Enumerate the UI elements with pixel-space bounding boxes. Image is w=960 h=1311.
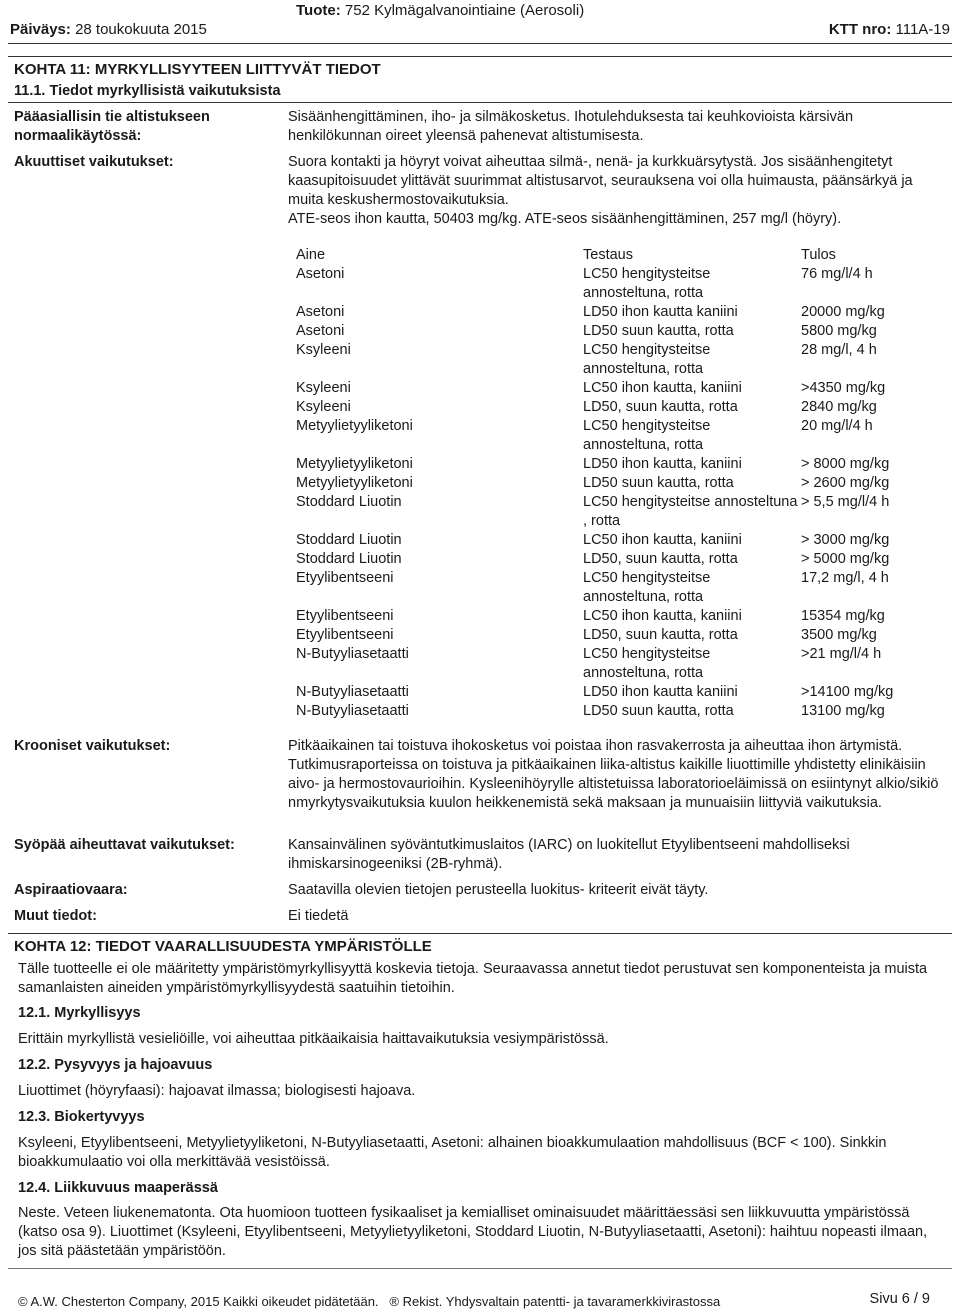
cell-substance: Metyylietyyliketoni [296, 456, 413, 472]
cell-test: LD50, suun kautta, rotta [583, 551, 738, 567]
cell-test: LC50 ihon kautta, kaniini [583, 532, 742, 548]
routes-label: Pääasiallisin tie altistukseen normaalikäytössä: [14, 109, 210, 144]
section12-1-title: 12.1. Myrkyllisyys [18, 1005, 141, 1021]
cell-test: LC50 ihon kautta, kaniini [583, 608, 742, 624]
cell-result: 76 mg/l/4 h [801, 266, 873, 282]
col-header-result: Tulos [801, 247, 836, 263]
section12-3-title: 12.3. Biokertyvyys [18, 1109, 145, 1125]
cell-test: LD50 ihon kautta, kaniini [583, 456, 742, 472]
table-row [296, 398, 931, 417]
cell-result: 28 mg/l, 4 h [801, 342, 877, 358]
cancer-text: Kansainvälinen syöväntutkimuslaitos (IARC) on luokitellut Etyylibentseeni mahdolliseksi ihmiskarsinogeeniksi (2B-ryhmä). [288, 837, 850, 872]
cell-substance: Ksyleeni [296, 399, 351, 415]
acute-text [288, 153, 948, 229]
cell-substance: Metyylietyyliketoni [296, 418, 413, 434]
cell-substance: Asetoni [296, 304, 345, 320]
cell-result: > 5,5 mg/l/4 h [801, 494, 890, 510]
cell-test: LC50 hengitysteitse annosteltuna , rotta [583, 494, 798, 529]
cell-substance: Ksyleeni [296, 342, 351, 358]
other-label: Muut tiedot: [14, 908, 97, 924]
cell-substance: Stoddard Liuotin [296, 551, 402, 567]
toxicity-table [296, 246, 931, 721]
section12-4-title: 12.4. Liikkuvuus maaperässä [18, 1180, 218, 1196]
section12-title: KOHTA 12: TIEDOT VAARALLISUUDESTA YMPÄRISTÖLLE [14, 938, 432, 955]
cell-result: > 3000 mg/kg [801, 532, 890, 548]
page-header [10, 1, 950, 38]
cell-result: > 5000 mg/kg [801, 551, 890, 567]
page-number: Sivu 6 / 9 [869, 1291, 930, 1307]
aspiration-label: Aspiraatiovaara: [14, 882, 128, 898]
acute-label: Akuuttiset vaikutukset: [14, 154, 174, 170]
cell-result: 5800 mg/kg [801, 323, 877, 339]
section12-intro: Tälle tuotteelle ei ole määritetty ympäristömyrkyllisyyttä koskevia tietoja. Seuraavassa annetut tiedot perustuvat sen komponenteista ja muista samanlaisten aineiden ympäristömyrkyllisyydestä saatuihin tietoihin. [18, 961, 928, 996]
acute-text-1: Suora kontakti ja höyryt voivat aiheuttaa silmä-, nenä- ja kurkkuärsytystä. Jos sisäänhengitetyt kaasupitoisuudet ylittävät suurimmat altistusarvot, seurauksena voi olla huimausta, päänsärkyä ja muita keskushermostovaikutuksia. [288, 154, 913, 208]
table-row [296, 379, 931, 398]
col-header-test: Testaus [583, 247, 633, 263]
section12-4-text: Neste. Veteen liukenematonta. Ota huomioon tuotteen fysikaaliset ja kemialliset ominaisuudet määrittäessäsi sen liikkuvuutta ympäristössä (katso osa 9). Liuottimet (Ksyleeni, Etyylibentseeni, Metyylietyyliketoni, Stoddard Liuotin, N-Butyyliasetaatti, Asetoni): haihtuu nopeasti ilmaan, jos sitä päästetään ympäristöön. [18, 1205, 928, 1259]
cell-result: 20000 mg/kg [801, 304, 885, 320]
date-label: Päiväys: [10, 21, 71, 38]
table-row [296, 607, 931, 626]
section12-2-title: 12.2. Pysyvyys ja hajoavuus [18, 1057, 213, 1073]
col-header-substance: Aine [296, 247, 326, 263]
cell-test: LD50 suun kautta, rotta [583, 323, 734, 339]
chronic-label: Krooniset vaikutukset: [14, 738, 171, 754]
cell-test: LD50 suun kautta, rotta [583, 703, 734, 719]
acute-text-2: ATE-seos ihon kautta, 50403 mg/kg. ATE-seos sisäänhengittäminen, 257 mg/l (höyry). [288, 211, 842, 227]
page-footer [18, 1292, 930, 1311]
cell-substance: Etyylibentseeni [296, 570, 394, 586]
cell-result: 2840 mg/kg [801, 399, 877, 415]
cell-result: > 8000 mg/kg [801, 456, 890, 472]
cell-test: LC50 hengitysteitse annosteltuna, rotta [583, 646, 711, 681]
cell-substance: Stoddard Liuotin [296, 494, 402, 510]
header-divider [8, 43, 952, 44]
cell-substance: Stoddard Liuotin [296, 532, 402, 548]
product-label: Tuote: [296, 2, 341, 19]
table-row [296, 702, 931, 721]
cell-result: > 2600 mg/kg [801, 475, 890, 491]
cell-test: LC50 hengitysteitse annosteltuna, rotta [583, 342, 711, 377]
table-row [296, 303, 931, 322]
other-text: Ei tiedetä [288, 908, 349, 924]
cell-result: >4350 mg/kg [801, 380, 886, 396]
table-row [296, 569, 931, 607]
aspiration-text: Saatavilla olevien tietojen perusteella luokitus- kriteerit eivät täyty. [288, 882, 709, 898]
cell-substance: Asetoni [296, 323, 345, 339]
table-row [296, 645, 931, 683]
table-header-row [296, 246, 931, 265]
product-line [296, 1, 584, 20]
section12-2-text: Liuottimet (höyryfaasi): hajoavat ilmassa; biologisesti hajoava. [18, 1083, 416, 1099]
cancer-label: Syöpää aiheuttavat vaikutukset: [14, 837, 235, 853]
ktt-label: KTT nro: [828, 21, 892, 38]
cell-test: LC50 hengitysteitse annosteltuna, rotta [583, 570, 711, 605]
cell-result: 17,2 mg/l, 4 h [801, 570, 889, 586]
cell-result: 15354 mg/kg [801, 608, 885, 624]
ktt-line [829, 20, 950, 39]
table-row [296, 550, 931, 569]
section11-subtitle: 11.1. Tiedot myrkyllisistä vaikutuksista [14, 83, 281, 99]
cell-test: LD50, suun kautta, rotta [583, 627, 738, 643]
cell-test: LC50 ihon kautta, kaniini [583, 380, 742, 396]
cell-substance: Metyylietyyliketoni [296, 475, 413, 491]
cell-result: 20 mg/l/4 h [801, 418, 873, 434]
cell-test: LD50, suun kautta, rotta [583, 399, 738, 415]
cell-substance: N-Butyyliasetaatti [296, 646, 409, 662]
section12-1-text: Erittäin myrkyllistä vesieliöille, voi aiheuttaa pitkäaikaisia haittavaikutuksia vesiympäristössä. [18, 1031, 609, 1047]
cell-substance: N-Butyyliasetaatti [296, 684, 409, 700]
table-row [296, 341, 931, 379]
product-name: 752 Kylmägalvanointiaine (Aerosoli) [344, 2, 585, 19]
routes-text: Sisäänhengittäminen, iho- ja silmäkosketus. Ihotulehduksesta tai keuhkovioista kärsivän henkilökunnan oireet yleensä pahenevat altistumisesta. [288, 109, 854, 144]
section12-top-rule [8, 933, 952, 934]
table-row [296, 474, 931, 493]
cell-substance: Ksyleeni [296, 380, 351, 396]
cell-substance: Etyylibentseeni [296, 627, 394, 643]
cell-substance: Asetoni [296, 266, 345, 282]
cell-result: 3500 mg/kg [801, 627, 877, 643]
section11-title: KOHTA 11: MYRKYLLISYYTEEN LIITTYVÄT TIEDOT [14, 61, 381, 78]
table-row [296, 417, 931, 455]
footer-trademark: ® Rekist. Yhdysvaltain patentti- ja tavaramerkkivirastossa [389, 1294, 721, 1309]
date-line [10, 20, 207, 39]
table-row [296, 683, 931, 702]
ktt-value: 111A-19 [895, 21, 950, 38]
cell-result: >21 mg/l/4 h [801, 646, 882, 662]
section11-top-rule [8, 56, 952, 57]
table-row [296, 455, 931, 474]
cell-test: LD50 ihon kautta kaniini [583, 684, 738, 700]
cell-test: LD50 ihon kautta kaniini [583, 304, 738, 320]
cell-test: LD50 suun kautta, rotta [583, 475, 734, 491]
cell-test: LC50 hengitysteitse annosteltuna, rotta [583, 266, 711, 301]
footer-copyright: © A.W. Chesterton Company, 2015 Kaikki oikeudet pidätetään. [18, 1294, 379, 1309]
footer-divider [8, 1268, 952, 1269]
cell-result: >14100 mg/kg [801, 684, 894, 700]
table-row [296, 626, 931, 645]
cell-substance: N-Butyyliasetaatti [296, 703, 409, 719]
section12-3-text: Ksyleeni, Etyylibentseeni, Metyylietyyliketoni, N-Butyyliasetaatti, Asetoni: alhainen bioakkumulaation mahdollisuus (BCF < 100). Sinkkin bioakkumulaatio voi olla merkittävää vesistöissä. [18, 1135, 887, 1170]
cell-result: 13100 mg/kg [801, 703, 885, 719]
table-row [296, 322, 931, 341]
table-row [296, 493, 931, 531]
cell-substance: Etyylibentseeni [296, 608, 394, 624]
table-row [296, 265, 931, 303]
date-value: 28 toukokuuta 2015 [75, 21, 207, 38]
chronic-text: Pitkäaikainen tai toistuva ihokosketus voi poistaa ihon rasvakerrosta ja aiheuttaa ihon ärtymistä. Tutkimusraporteissa on toistuva ja pitkäaikainen liika-altistus kaikille liuottimille yhdistetty elinikäisiin aivo- ja hermostovaurioihin. Kysleenihöyrylle altistetuissa laboratorioeläimissä on esiintynyt alkio/sikiö nmyrkytysvaikutuksia kuulon heikkenemistä sekä maksaan ja munuaisiin liittyviä vaikutuksia. [288, 738, 939, 811]
cell-test: LC50 hengitysteitse annosteltuna, rotta [583, 418, 711, 453]
section11-sub-rule [8, 102, 952, 103]
table-row [296, 531, 931, 550]
